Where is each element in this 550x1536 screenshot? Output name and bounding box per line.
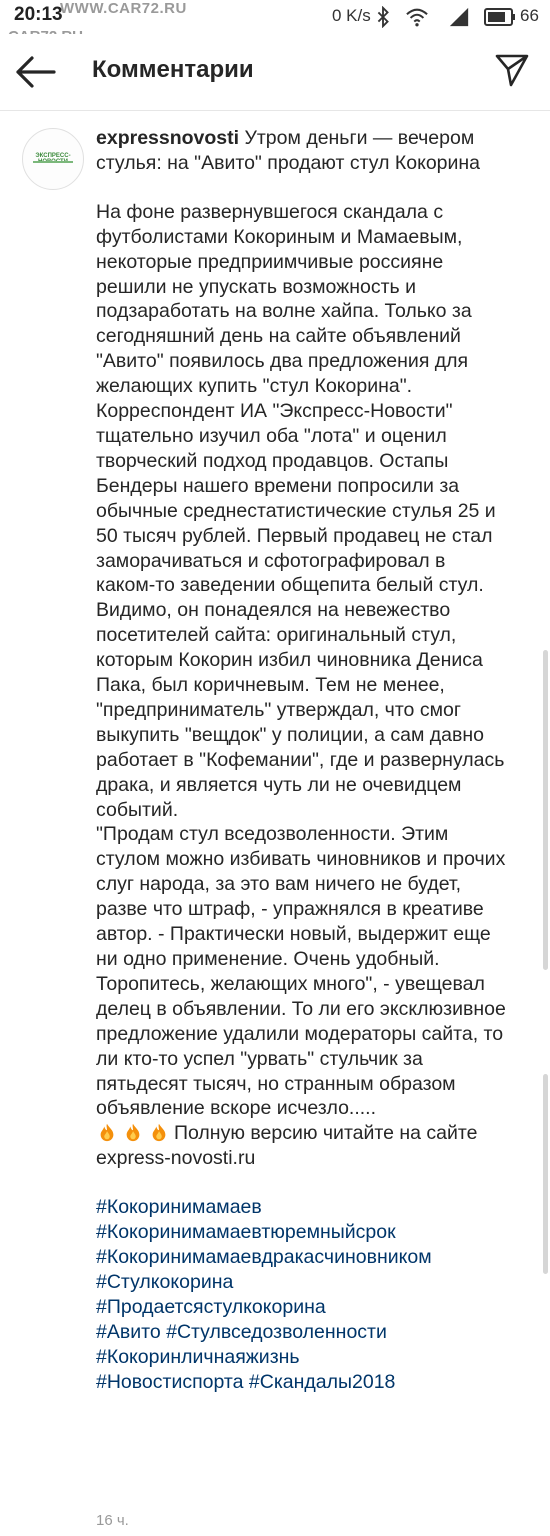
avatar-logo-line [33,161,73,163]
status-bar [0,0,550,34]
scrollbar-secondary[interactable] [543,1074,548,1274]
app-header [0,34,550,111]
hashtag-link[interactable]: #Стулвседозволенности [166,1320,387,1343]
scrollbar[interactable] [543,650,548,970]
hashtag-link[interactable]: #Кокоринимамаевтюремныйсрок [96,1221,396,1244]
headline-text: Утром деньги — вечером стулья: на "Авито" продают стул Кокорина [96,127,481,174]
network-speed: 0 K/s [332,6,371,25]
fire-emoji-icon [96,1122,118,1142]
direct-send-icon[interactable] [494,52,530,88]
cellular-signal-icon [448,6,470,28]
arrow-left-icon[interactable] [14,54,58,90]
hashtag-link[interactable]: #Стулкокорина [96,1270,234,1293]
username-link[interactable]: expressnovosti [96,127,240,149]
avatar-logo-text: ЭКСПРЕСС- [35,153,71,159]
hashtag-link[interactable]: #Авито [96,1320,161,1343]
bluetooth-icon [372,6,394,28]
wifi-icon [404,6,430,28]
caption-headline [96,126,506,176]
hashtag-link[interactable]: #Кокоринимамаевдракасчиновником [96,1245,432,1268]
fire-emoji-group [96,1122,174,1144]
fire-emoji-icon [122,1122,144,1142]
page-title: Комментарии [92,56,254,83]
caption-cta [96,1121,506,1171]
avatar[interactable] [22,128,84,190]
hashtag-link[interactable]: #Новостиспорта [96,1370,244,1393]
caption-body: На фоне развернувшегося скандала с футболистами Кокориным и Мамаевым, некоторые предприимчивые россияне решили не упускать возможность и подзаработать на волне хайпа. Только за сегодняшний день на сайте объявлений "Авито" появилось два предложения для желающих купить "стул Кокорина". Корреспондент ИА "Экспресс-Новости" тщательно изучил оба "лота" и оценил творческий подход продавцов. Остапы Бендеры нашего времени попросили за обычные среднестатистические стулья 25 и 50 тысяч рублей. Первый продавец не стал заморачиваться и сфотографировал в каком-то заведении общепита белый стул. Видимо, он понадеялся на невежество посетителей сайта: оригинальный стул, которым Кокорин избил чиновника Дениса Пака, был коричневым. Тем не менее, "предприниматель" утверждал, что смог выкупить "вещдок" у полиции, а сам давно работает в "Кофемании", где и развернулась драка, и является чуть ли не очевидцем событий. "Продам стул вседозволенности. Этим стулом можно избивать чиновников и прочих слуг народа, за это вам ничего не будет, разве что штраф, - упражнялся в креативе автор. - Практически новый, выдержит еще ни одно применение. Очень удобный. Торопитесь, желающих много", - увещевал делец в объявлении. То ли его эксклюзивное предложение удалили модераторы сайта, то ли кто-то успел "урвать" стульчик за пятьдесят тысяч, но странным образом объявление вскоре исчезло..... [96,200,506,1120]
hashtag-link[interactable]: #Кокоринличнаяжизнь [96,1345,300,1368]
post-timestamp: 16 ч. [96,1512,129,1529]
hashtag-link[interactable]: #Продаетсястулкокорина [96,1295,326,1318]
battery-icon [484,6,516,28]
hashtag-list [96,1195,506,1394]
battery-level: 66 [520,6,539,25]
status-time: 20:13 [14,4,63,25]
post-caption [96,126,506,1394]
fire-emoji-icon [148,1122,170,1142]
hashtag-link[interactable]: #Кокоринимамаев [96,1196,262,1219]
hashtag-link[interactable]: #Скандалы2018 [248,1370,396,1393]
watermark-top: WWW.CAR72.RU [60,0,187,17]
cta-text: Полную версию читайте на сайте express-novosti.ru [96,1122,478,1170]
